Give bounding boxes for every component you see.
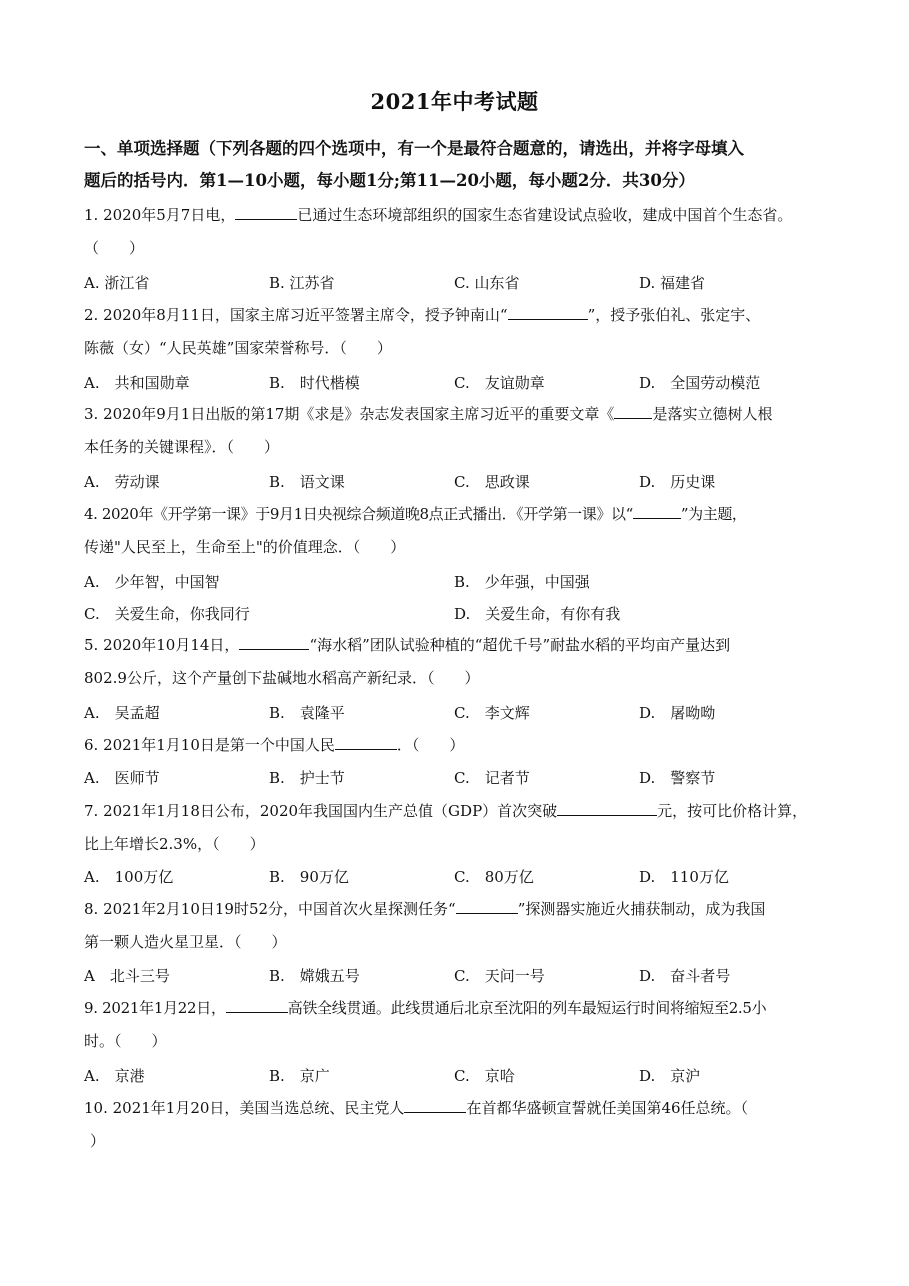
question-3-text: 3. 2020年9月1日出版的第17期《求是》杂志发表国家主席习近平的重要文章《	[84, 405, 615, 423]
option-d[interactable]: D. 警察节	[639, 769, 716, 787]
answer-blank	[226, 998, 288, 1013]
option-c[interactable]: C. 山东省	[454, 274, 520, 292]
question-1-bracket: （ ）	[84, 239, 145, 257]
question-4-text: 4. 2020年《开学第一课》于9月1日央视综合频道晚8点正式播出．《开学第一课》以“	[84, 505, 633, 523]
question-3-options	[84, 466, 824, 498]
question-5-text-cont: “海水稻”团队试验种植的“超优千号”耐盐水稻的平均亩产量达到	[309, 636, 731, 654]
option-a[interactable]: A. 京港	[84, 1067, 145, 1085]
answer-blank	[614, 404, 652, 419]
option-c[interactable]: C. 天问一号	[454, 967, 545, 985]
option-a[interactable]: A. 吴孟超	[84, 704, 160, 722]
question-2-text-line-2: 陈薇（女）“人民英雄”国家荣誉称号．（ ）	[84, 339, 392, 357]
answer-blank	[235, 205, 297, 220]
option-d[interactable]: D. 110万亿	[639, 868, 729, 886]
answer-blank	[508, 305, 588, 320]
question-8-text-cont: ”探测器实施近火捕获制动，成为我国	[517, 900, 766, 918]
question-3-text-line-2: 本任务的关键课程》．（ ）	[84, 438, 280, 456]
question-8-text-line-2: 第一颗人造火星卫星．（ ）	[84, 933, 287, 951]
answer-blank	[404, 1098, 466, 1113]
question-10-bracket: ）	[90, 1132, 106, 1150]
question-2	[84, 299, 836, 365]
option-b[interactable]: B. 京广	[269, 1067, 330, 1085]
option-a[interactable]: A. 共和国勋章	[84, 374, 190, 392]
question-2-text: 2. 2020年8月11日，国家主席习近平签署主席令，授予钟南山“	[84, 306, 508, 324]
option-d[interactable]: D. 屠呦呦	[639, 704, 716, 722]
question-9-text-line-2: 时。（ ）	[84, 1032, 167, 1050]
question-6-text-cont: ．（ ）	[396, 736, 465, 754]
question-7	[84, 795, 836, 861]
option-d[interactable]: D. 奋斗者号	[639, 967, 731, 985]
question-6-text: 6. 2021年1月10日是第一个中国人民	[84, 736, 335, 754]
option-a[interactable]: A. 医师节	[84, 769, 160, 787]
question-7-options	[84, 861, 824, 893]
question-10-text-cont: 在首都华盛顿宣誓就任美国第46任总统。（	[466, 1099, 749, 1117]
option-b[interactable]: B. 90万亿	[269, 868, 349, 886]
question-1-text: 1. 2020年5月7日电，	[84, 206, 236, 224]
option-b[interactable]: B. 袁隆平	[269, 704, 345, 722]
question-7-text-cont: 元，按可比价格计算，	[657, 802, 808, 820]
question-8	[84, 893, 836, 959]
question-4-options-row-2	[84, 598, 824, 630]
answer-blank	[557, 801, 657, 816]
question-1	[84, 199, 836, 265]
option-c[interactable]: C. 记者节	[454, 769, 530, 787]
option-d[interactable]: D. 历史课	[639, 473, 716, 491]
question-3	[84, 398, 836, 464]
answer-blank	[633, 504, 681, 519]
option-c[interactable]: C. 友谊勋章	[454, 374, 545, 392]
option-d[interactable]: D. 京沪	[639, 1067, 701, 1085]
answer-blank	[456, 899, 518, 914]
answer-blank	[239, 635, 309, 650]
question-10-text: 10. 2021年1月20日，美国当选总统、民主党人	[84, 1099, 405, 1117]
section-heading-line-1: 一、单项选择题（下列各题的四个选项中，有一个是最符合题意的，请选出，并将字母填入	[84, 139, 744, 158]
question-6-options	[84, 762, 824, 794]
option-b[interactable]: B. 时代楷模	[269, 374, 360, 392]
question-5	[84, 629, 836, 695]
question-7-text-line-2: 比上年增长2.3%，（ ）	[84, 835, 265, 853]
question-9	[84, 992, 836, 1058]
option-c[interactable]: C. 80万亿	[454, 868, 534, 886]
option-c[interactable]: C. 京哈	[454, 1067, 515, 1085]
answer-blank	[335, 735, 397, 750]
question-6	[84, 729, 836, 762]
option-a[interactable]: A. 浙江省	[84, 274, 150, 292]
option-a[interactable]: A. 劳动课	[84, 473, 160, 491]
section-heading	[84, 133, 832, 197]
question-8-options	[84, 960, 824, 992]
option-d[interactable]: D. 关爱生命，有你有我	[454, 605, 621, 623]
option-b[interactable]: B. 语文课	[269, 473, 345, 491]
option-b[interactable]: B. 嫦娥五号	[269, 967, 360, 985]
question-4-text-line-2: 传递"人民至上，生命至上"的价值理念．（ ）	[84, 538, 406, 556]
question-5-options	[84, 697, 824, 729]
question-7-text: 7. 2021年1月18日公布，2020年我国国内生产总值（GDP）首次突破	[84, 802, 558, 820]
option-a[interactable]: A. 100万亿	[84, 868, 174, 886]
question-4-text-cont: ”为主题，	[680, 505, 747, 523]
question-5-text-line-2: 802.9公斤，这个产量创下盐碱地水稻高产新纪录．（ ）	[84, 669, 480, 687]
option-b[interactable]: B. 少年强，中国强	[454, 573, 590, 591]
question-1-options	[84, 267, 824, 299]
option-c[interactable]: C. 思政课	[454, 473, 530, 491]
question-10	[84, 1092, 836, 1158]
page-title: 2021年中考试题	[370, 89, 539, 114]
question-2-options	[84, 367, 824, 399]
option-d[interactable]: D. 全国劳动模范	[639, 374, 761, 392]
option-b[interactable]: B. 江苏省	[269, 274, 335, 292]
question-9-text-cont: 高铁全线贯通。此线贯通后北京至沈阳的列车最短运行时间将缩短至2.5小	[287, 999, 767, 1017]
question-8-text: 8. 2021年2月10日19时52分，中国首次火星探测任务“	[84, 900, 456, 918]
option-b[interactable]: B. 护士节	[269, 769, 345, 787]
question-9-text: 9. 2021年1月22日，	[84, 999, 226, 1017]
section-heading-line-2: 题后的括号内．第1—10小题，每小题1分;第11—20小题，每小题2分．共30分）	[84, 171, 695, 190]
question-4-options-row-1	[84, 566, 824, 598]
option-c[interactable]: C. 李文辉	[454, 704, 530, 722]
option-c[interactable]: C. 关爱生命，你我同行	[84, 605, 250, 623]
option-d[interactable]: D. 福建省	[639, 274, 706, 292]
option-a[interactable]: A 北斗三号	[84, 967, 170, 985]
question-4	[84, 498, 836, 564]
question-9-options	[84, 1060, 824, 1092]
question-1-text-cont: 已通过生态环境部组织的国家生态省建设试点验收，建成中国首个生态省。	[297, 206, 793, 224]
option-a[interactable]: A. 少年智，中国智	[84, 573, 220, 591]
question-5-text: 5. 2020年10月14日，	[84, 636, 240, 654]
question-3-text-cont: 是落实立德树人根	[652, 405, 773, 423]
question-2-text-cont: ”，授予张伯礼、张定宇、	[587, 306, 761, 324]
